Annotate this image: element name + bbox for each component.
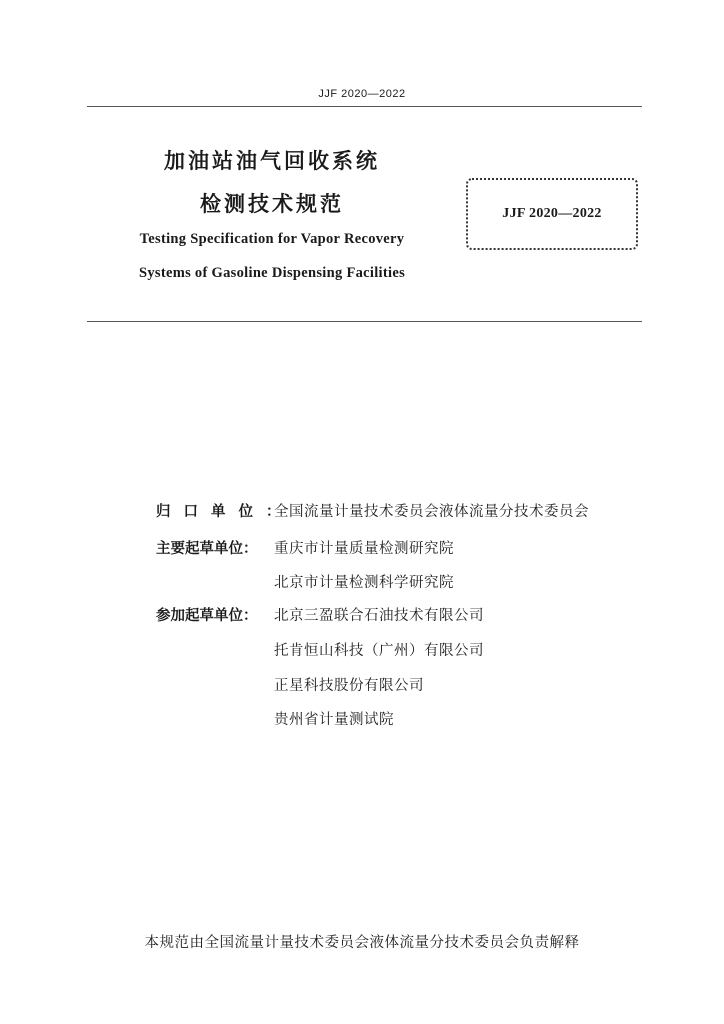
main-drafter-1: 重庆市计量质量检测研究院	[274, 541, 454, 557]
participant-3: 正星科技股份有限公司	[274, 678, 424, 694]
title-english-line-2: Systems of Gasoline Dispensing Facilities	[138, 265, 406, 281]
middle-rule	[87, 321, 642, 322]
title-english-line-1: Testing Specification for Vapor Recovery	[139, 231, 405, 247]
main-drafter-label: 主要起草单位：	[156, 541, 258, 557]
title-chinese-line-1: 加油站油气回收系统	[164, 149, 380, 173]
responsible-unit-value: 全国流量计量技术委员会液体流量分技术委员会	[274, 504, 589, 520]
footer-interpretation-note: 本规范由全国流量计量技术委员会液体流量分技术委员会负责解释	[144, 935, 580, 951]
main-drafter-row	[156, 537, 454, 558]
top-rule	[87, 106, 642, 107]
responsible-unit-row	[156, 500, 589, 521]
main-drafter-2: 北京市计量检测科学研究院	[274, 575, 454, 591]
responsible-unit-label: 归口单位：	[156, 504, 294, 520]
participant-4: 贵州省计量测试院	[274, 712, 394, 728]
standard-code-box	[466, 178, 638, 250]
header-standard-code: JJF 2020—2022	[318, 88, 406, 100]
participating-drafter-label: 参加起草单位：	[156, 608, 258, 624]
standard-code: JJF 2020—2022	[502, 206, 602, 221]
participant-1: 北京三盈联合石油技术有限公司	[274, 608, 484, 624]
participant-2: 托肯恒山科技（广州）有限公司	[274, 643, 484, 659]
participating-drafter-row	[156, 604, 484, 625]
title-chinese-line-2: 检测技术规范	[200, 192, 344, 216]
